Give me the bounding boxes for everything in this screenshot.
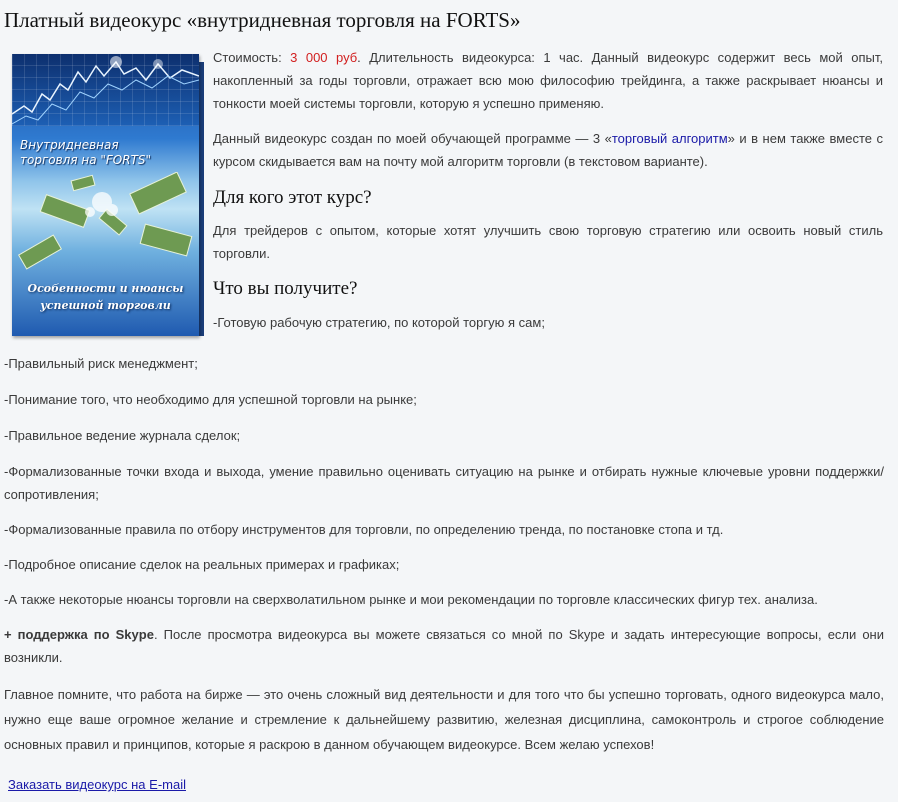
benefit-item: -А также некоторые нюансы торговли на сверхволатильном рынке и мои рекомендации по торговле классических фигур тех. анализа. [4, 592, 818, 607]
cover-front [12, 54, 199, 336]
program-paragraph [213, 127, 883, 173]
closing-paragraph: Главное помните, что работа на бирже — это очень сложный вид деятельности и для того что бы успешно торговать, одного видеокурса мало, нужно еще ваше огромное желание и стремление к дальнейшему развитию, железная дисциплина, самоконтроль и строгое соблюдение основных правил и принципов, которые я раскрою в данном обучающем видеокурсе. Всем желаю успехов! [4, 687, 884, 752]
order-paragraph [4, 773, 884, 796]
skype-support-paragraph [4, 623, 884, 669]
price-description: . Длительность видеокурса: 1 час. Данный видеокурс содержит весь мой опыт, накопленный за годы торговли, отражает всю мою философию трейдинга, а также раскрывает нюансы и тонкости моей системы торговли, которую я успешно применяю. [213, 50, 883, 111]
benefit-item: -Правильный риск менеджмент; [4, 356, 198, 371]
price-label: Стоимость: [213, 50, 291, 65]
get-heading: Что вы получите? [213, 278, 358, 299]
course-cover-image [12, 54, 204, 338]
benefit-item: -Понимание того, что необходимо для успешной торговли на рынке; [4, 392, 417, 407]
skype-support-text: . После просмотра видеокурса вы можете связаться со мной по Skype и задать интересующие вопросы, если они возникли. [4, 627, 884, 665]
cover-title-line1: Внутридневная [20, 138, 119, 152]
intro-column [213, 46, 883, 334]
get-item-strategy: -Готовую рабочую стратегию, по которой торгую я сам; [213, 315, 545, 330]
benefit-item: -Формализованные точки входа и выхода, умение правильно оценивать ситуацию на рынке и отбирать нужные ключевые уровни поддержки/сопротивления; [4, 464, 884, 502]
benefit-item: -Подробное описание сделок на реальных примерах и графиках; [4, 557, 400, 572]
cover-subtitle [12, 280, 199, 314]
cover-subtitle-line2: успешной торговли [40, 299, 171, 312]
cover-money-graphic [12, 172, 199, 272]
order-by-email-link[interactable]: Заказать видеокурс на E-mail [8, 777, 186, 792]
program-text-before: Данный видеокурс создан по моей обучающей программе — 3 « [213, 131, 612, 146]
cover-title [20, 138, 195, 168]
benefit-item: -Правильное ведение журнала сделок; [4, 428, 241, 443]
cover-title-line2: торговля на "FORTS" [20, 153, 152, 167]
program-text-after: » и в нем также вместе с курсом скидывается вам на почту мой алгоритм торговли (в текстовом варианте). [213, 131, 883, 169]
trading-algorithm-link[interactable]: торговый алгоритм [611, 131, 728, 146]
cover-subtitle-line1: Особенности и нюансы [27, 282, 184, 295]
price-value: 3 000 руб [290, 50, 358, 65]
benefit-item: -Формализованные правила по отбору инструментов для торговли, по определению тренда, по постановке стопа и тд. [4, 522, 724, 537]
who-heading: Для кого этот курс? [213, 187, 372, 208]
skype-support-label: + поддержка по Skype [4, 627, 154, 642]
cover-chart-graphic [12, 54, 199, 134]
price-paragraph [213, 46, 883, 115]
page-title: Платный видеокурс «внутридневная торговля на FORTS» [4, 8, 521, 32]
benefits-list [4, 352, 884, 796]
who-text: Для трейдеров с опытом, которые хотят улучшить свою торговую стратегию или освоить новый стиль торговли. [213, 223, 883, 261]
